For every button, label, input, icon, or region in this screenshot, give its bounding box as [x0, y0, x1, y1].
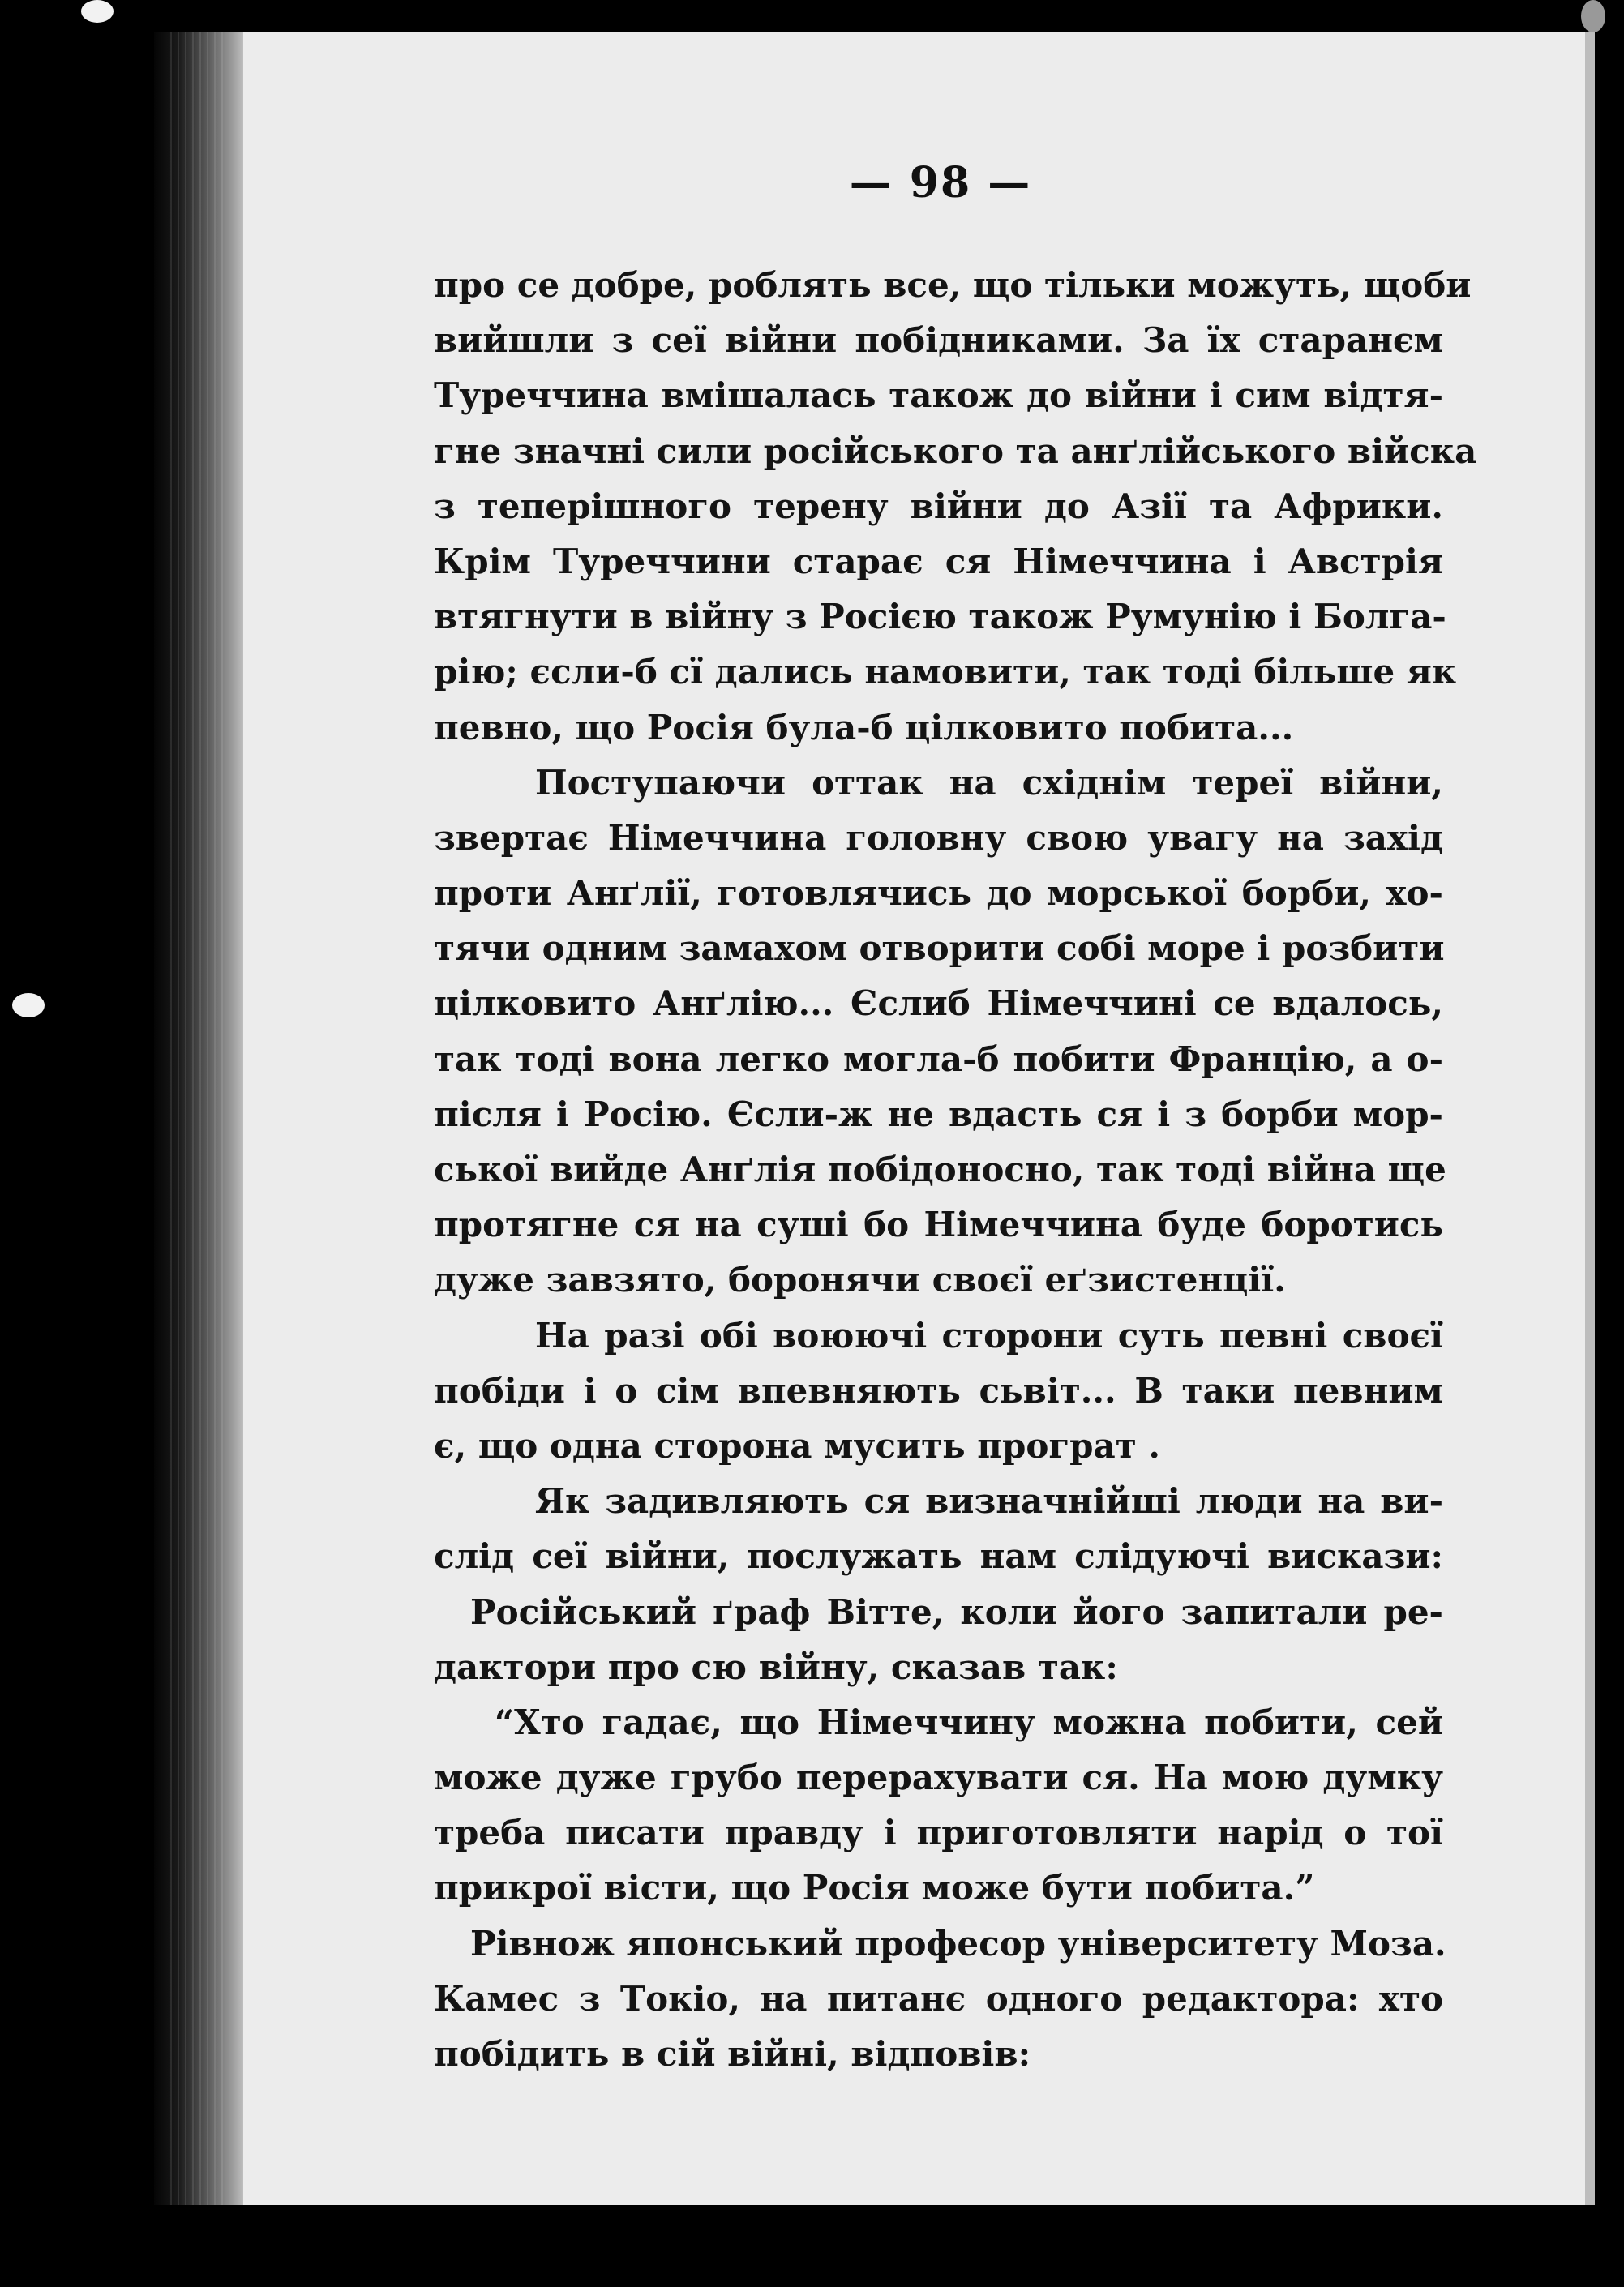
text-line: певно, що Росія була-б цілковито побита... [434, 707, 1294, 747]
text-line: так тоді вона легко могла-б побити Францію, а о- [434, 1039, 1443, 1079]
quote-start-line: “Хто гадає, що Німеччину можна побити, сей [495, 1702, 1443, 1742]
paragraph-start-line: Рівнож японський професор університету Моза. [470, 1923, 1446, 1964]
paragraph-start-line: Як задивляють ся визначнійші люди на ви- [535, 1481, 1443, 1522]
text-line: проти Анґлії, готовлячись до морської борби, хо- [434, 873, 1443, 914]
text-line: побідить в сій війні, відповів: [434, 2034, 1031, 2074]
scan-speck [1581, 0, 1605, 32]
page-number: — 98 — [849, 158, 1032, 208]
text-line: Крім Туреччини старає ся Німеччина і Австрія [434, 541, 1443, 581]
text-line: побіди і о сім впевняють сьвіт... В таки певним [434, 1370, 1443, 1411]
text-line: ської вийде Анґлія побідоносно, так тоді війна ще [434, 1150, 1446, 1189]
text-line: протягне ся на суші бо Німеччина буде боротись [434, 1205, 1443, 1245]
paragraph-start-line: Поступаючи оттак на східнім тереї війни, [535, 762, 1443, 803]
text-line: слід сеї війни, послужать нам слідуючі вискази: [434, 1536, 1443, 1577]
text-line: звертає Німеччина головну свою увагу на захід [434, 817, 1443, 858]
text-line: втягнути в війну з Росією також Румунію і Болга- [434, 597, 1446, 637]
body-text [434, 258, 1477, 2082]
text-line: Туреччина вмішалась також до війни і сим відтя- [434, 375, 1443, 416]
text-line: з теперішного терену війни до Азії та Африки. [434, 486, 1443, 526]
text-line: про се добре, роблять все, що тільки можуть, щоби [434, 265, 1472, 305]
spine-texture [170, 32, 227, 2205]
text-line: вийшли з сеї війни побідниками. За їх старанєм [434, 320, 1443, 361]
text-line: дуже завзято, боронячи своєї еґзистенції. [434, 1260, 1286, 1300]
text-line: прикрої вісти, що Росія може бути побита.” [434, 1868, 1315, 1908]
scan-speck [12, 993, 45, 1017]
scan-speck [81, 0, 114, 23]
text-line: є, що одна сторона мусить програт . [434, 1425, 1161, 1466]
paragraph-start-line: Російський ґраф Вітте, коли його запитали ре- [470, 1591, 1443, 1632]
page-right-edge [1585, 32, 1595, 2205]
text-line: гне значні сили російського та анґлійського війска [434, 430, 1477, 471]
text-line: рію; єсли-б сї дались намовити, так тоді більше як [434, 652, 1457, 692]
paragraph-start-line: На разі обі воюючі сторони суть певні своєї [535, 1315, 1443, 1355]
text-line: після і Росію. Єсли-ж не вдасть ся і з борби мор- [434, 1094, 1443, 1134]
text-line: може дуже грубо перерахувати ся. На мою думку [434, 1758, 1443, 1798]
text-line: треба писати правду і приготовляти нарід о тої [434, 1813, 1443, 1853]
text-line: цілковито Анґлію... Єслиб Німеччині се вдалось, [434, 983, 1443, 1024]
text-line: дактори про сю війну, сказав так: [434, 1647, 1118, 1687]
text-line: тячи одним замахом отворити собі море і розбити [434, 928, 1445, 969]
text-line: Камес з Токіо, на питанє одного редактора: хто [434, 1978, 1443, 2019]
